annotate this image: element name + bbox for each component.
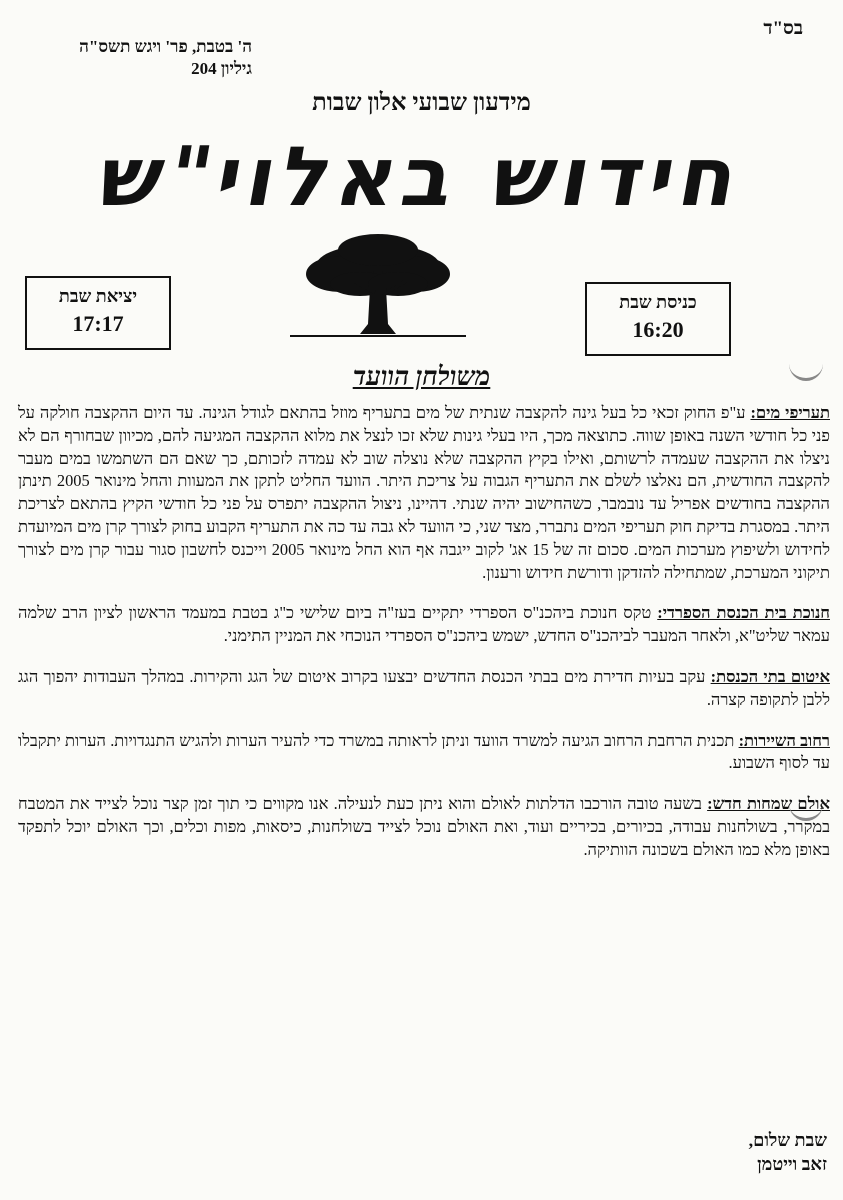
shabbat-exit-box xyxy=(25,276,171,350)
signature-greeting: שבת שלום, xyxy=(748,1130,827,1150)
date-block xyxy=(32,36,252,80)
article-heading: איטום בתי הכנסת: xyxy=(710,666,830,686)
article-heading: חנוכת בית הכנסת הספרדי: xyxy=(657,603,830,623)
article-street-plan xyxy=(18,730,830,776)
newsletter-title: חידוש באלוי"ש xyxy=(92,130,751,225)
shabbat-exit-time: 17:17 xyxy=(72,311,124,336)
article-body: בשעה טובה הורכבו הדלתות לאולם והוא ניתן כעת לנעילה. אנו מקווים כי תוך זמן קצר נוכל לצייד את המטבח במקרר, בשולחנות עבודה, בכיורים, בכיריים ועוד, ואת האולם נוכל לצייד בשולחנות, כיסאות, מפות וכלים, וכך האולם יוכל לתפקד באופן מלא כמו האולם בשכונה הוותיקה. xyxy=(18,794,830,859)
articles xyxy=(18,402,830,880)
article-body: טקס חנוכת ביהכנ"ס הספרדי יתקיים בעז"ה ביום שלישי כ"ג בטבת במעמד הראשון לציון הרב שלמה עמאר שליט"א, ולאחר המעבר לביהכנ"ס החדש, ישמש ביהכנ"ס הספרדי הנוכחי את המניין התימני. xyxy=(18,603,830,646)
article-heading: אולם שמחות חדש: xyxy=(707,794,830,814)
section-title: משולחן הוועד xyxy=(352,362,491,391)
article-body: תכנית הרחבת הרחוב הגיעה למשרד הוועד וניתן לראותה במשרד כדי להעיר הערות ולהגיש התנגדויות. הערות יתקבלו עד לסוף השבוע. xyxy=(18,730,830,773)
bsd-mark: בס"ד xyxy=(763,18,803,39)
date-line: ה' בטבת, פר' ויגש תשס"ה xyxy=(79,37,252,56)
article-event-hall xyxy=(18,793,830,861)
shabbat-entry-time: 16:20 xyxy=(632,317,684,342)
article-heading: רחוב השיירות: xyxy=(738,730,830,750)
article-heading: תעריפי מים: xyxy=(750,403,830,422)
article-water-rates xyxy=(18,402,830,584)
article-body: עקב בעיות חדירת מים בבתי הכנסת החדשים יבצעו בקרוב איטום של הגג והקירות. במהלך העבודות יהפוך הגג ללבן לתקופה קצרה. xyxy=(18,666,830,709)
shabbat-exit-label: יציאת שבת xyxy=(58,286,138,306)
signature xyxy=(749,1128,827,1176)
signature-name: זאב וייטמן xyxy=(757,1154,827,1174)
tree-logo xyxy=(290,232,466,344)
article-body: ע"פ החוק זכאי כל בעל גינה להקצבה שנתית של מים בתעריף מוזל בהתאם לגודל הגינה. עד היום ההקצבה חולקה על פני כל חודשי השנה באופן שווה. כתוצאה מכך, היו בעלי גינות שלא זכו לנצל את מלוא ההקצבה המגיעה להם, מכיוון שבחורף הם לא ניצלו את ההקצבה שעמדה לרשותם, ואילו בקיץ ההקצבה שלא נוצלה שוב לא עמדה לזכותם, כך שאם הם השתמשו במים מעבר להקצבה החודשית, הם נאלצו לשלם את התעריף הגבוה על צריכת היתר. הוועד החליט לתקן את המעוות והחל מינואר 2005 תינתן ההקצבה בחודשים אפריל עד נובמבר, כשהחישוב יהיה שנתי. דהיינו, ניצול ההקצבה יתפרס על פני כל חודשי הקיץ בהתאם לצריכת היתר. במסגרת בדיקת חוק תעריפי המים נתברר, מצד שני, כי הוועד לא גבה עד כה את התעריף הקבוע בחוק לצורך קרן מים המיועדת לחידוש ולשיפוץ מערכות המים. סכום זה של 15 אג' לקוב ייגבה אף הוא החל מינואר 2005 וייכנס לחשבון סגור עבור קרן מים לצורך תיקוני המערכת, שמתחילה להזדקן ודורשת חידוש ורענון. xyxy=(18,403,830,582)
article-synagogue-sealing xyxy=(18,666,830,712)
article-synagogue-dedication xyxy=(18,602,830,648)
newsletter-subtitle: מידעון שבועי אלון שבות xyxy=(312,90,531,116)
issue-line: גיליון 204 xyxy=(191,59,252,78)
shabbat-entry-box xyxy=(585,282,731,356)
shabbat-entry-label: כניסת שבת xyxy=(619,292,697,312)
